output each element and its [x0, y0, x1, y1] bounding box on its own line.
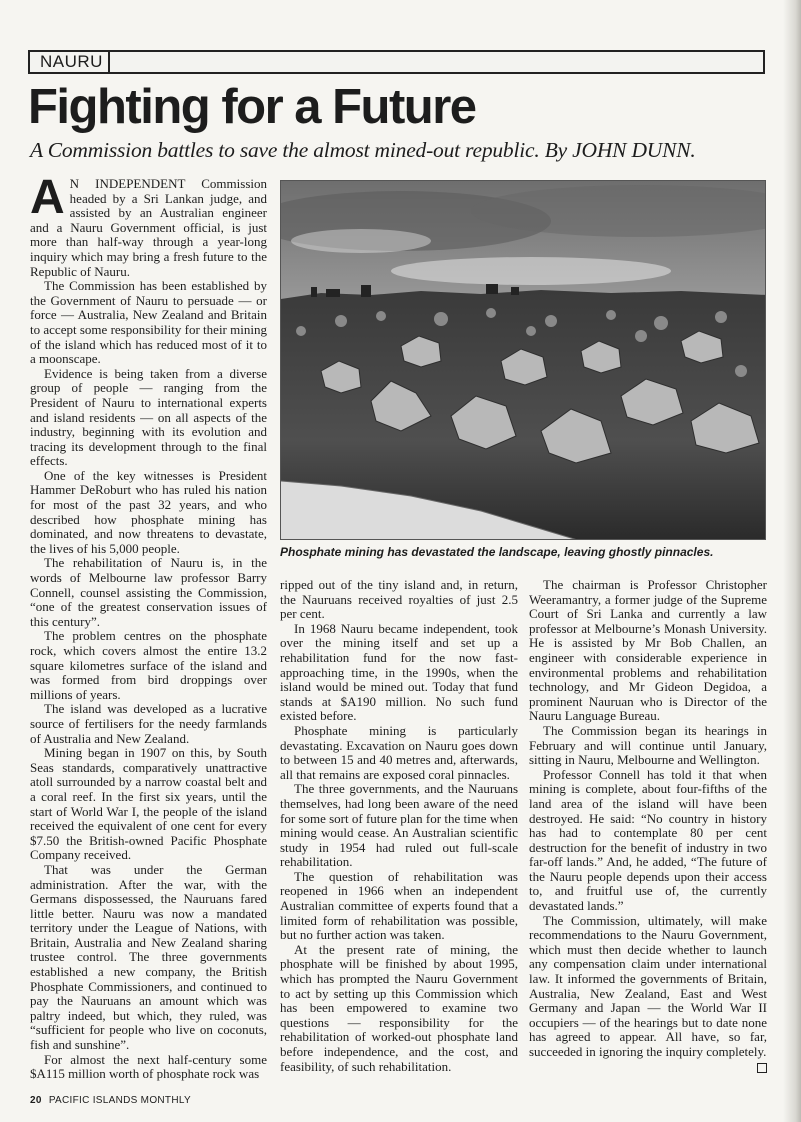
paragraph: For almost the next half-century some $A115 million worth of phosphate rock was [30, 1051, 267, 1082]
paragraph: The Commission has been established by the Government of Nauru to persuade — or force — Australia, New Zealand and Britain to accept some responsibility for their mining of the island which has reduced most of it to a moonscape. [30, 278, 267, 367]
paragraph: The problem centres on the phosphate rock, which covers almost the entire 13.2 square kilometres surface of the island and was formed from bird droppings over millions of years. [30, 628, 267, 702]
page-spine-shadow [783, 0, 801, 1122]
paragraph: Evidence is being taken from a diverse group of people — ranging from the President of Nauru to international experts and island residents — on all aspects of the industry, beginning with its evolution and tracing its development through to the final effects. [30, 365, 267, 469]
photo-caption: Phosphate mining has devastated the landscape, leaving ghostly pinnacles. [280, 545, 714, 559]
drop-cap: A [30, 171, 65, 224]
paragraph: Phosphate mining is particularly devastating. Excavation on Nauru goes down to between 15 and 40 metres and, afterwards, all that remains are exposed coral pinnacles. [280, 722, 518, 782]
paragraph: The Commission began its hearings in February and will continue until January, sitting in Nauru, Melbourne and Wellington. [529, 722, 767, 768]
paragraph: Mining began in 1907 on this, by South Seas standards, comparatively unattractive atoll surrounded by a narrow coastal belt and a coral reef. In the first six years, until the start of World War I, the people of the island received the equivalent of one cent for every $7.50 the British-owned Pacific Phosphate Company received. [30, 745, 267, 863]
paragraph: The three governments, and the Nauruans themselves, had long been aware of the need for some sort of future plan for the time when mining would cease. An Australian scientific study in 1954 had ruled out full-scale rehabilitation. [280, 781, 518, 870]
paragraph [529, 914, 767, 1060]
headline: Fighting for a Future [28, 80, 476, 134]
article-column-3 [529, 578, 767, 1073]
paragraph: Professor Connell has told it that when mining is complete, about four-fifths of the land area of the island will have been destroyed. He said: “No country in history has had to contemplate 80 per cent destruction for the benefit of industry in two far-off lands.” And, he added, “The future of the Nauru people depends upon their access to, and fruitful use of, the currently devastated lands.” [529, 766, 767, 914]
page-folio [30, 1095, 191, 1106]
paragraph: The chairman is Professor Christopher Weeramantry, a former judge of the Supreme Court of Sri Lanka and currently a law professor at Melbourne’s Monash University. He is assisted by Mr Bob Challen, an engineer with considerable experience in environmental problems and rehabilitation technology, and Mr Gideon Degidoa, a prominent Nauruan who is Director of the Nauru Language Bureau. [529, 577, 767, 724]
paragraph-text: The Commission, ultimately, will make recommendations to the Nauru Government, which must then decide whether to launch any compensation claim under international law. It informed the governments of Britain, Australia, New Zealand, East and West Germany and Japan — the World War II occupiers — of the hearings but to date none has agreed to appear. All have, so far, succeeded in ignoring the inquiry completely. [529, 912, 767, 1059]
paragraph-text: N INDEPENDENT Commission headed by a Sri Lankan judge, and assisted by an Australian engineer and a Nauru Government official, is just more than half-way through a year-long inquiry which may bring a fresh future to the Republic of Nauru. [30, 176, 267, 279]
paragraph: In 1968 Nauru became independent, took over the mining itself and set up a rehabilitation fund for the now fast-approaching time, in the 1990s, when the island would be mined out. Today that fund stands at $A190 million. No such fund existed before. [280, 620, 518, 724]
landscape-photo [280, 180, 766, 540]
article-column-1 [30, 171, 267, 1082]
section-label: NAURU [30, 52, 110, 72]
article-column-2 [280, 578, 518, 1074]
publication-name: PACIFIC ISLANDS MONTHLY [48, 1095, 191, 1106]
paragraph: One of the key witnesses is President Hammer DeRoburt who has ruled his nation for most of the past 32 years, and who described how phosphate mining has dominated, and now threatens to devastate, the lives of his 5,000 people. [30, 467, 267, 556]
page-number: 20 [30, 1095, 42, 1106]
paragraph [30, 171, 267, 279]
pinnacles-photo-illustration [281, 181, 766, 540]
paragraph: ripped out of the tiny island and, in return, the Nauruans received royalties of just 2.5 per cent. [280, 577, 518, 622]
paragraph: At the present rate of mining, the phosphate will be finished by about 1995, which has prompted the Nauru Government to act by setting up this Commission which has been empowered to examine two questions — responsibility for the rehabilitation of worked-out phosphate land before independence, and the cost, and feasibility, of such rehabilitation. [280, 941, 518, 1074]
end-of-article-icon [757, 1063, 767, 1073]
section-bar [28, 50, 765, 74]
paragraph: The question of rehabilitation was reopened in 1966 when an independent Australian committee of experts found that a limited form of rehabilitation was possible, but no further action was taken. [280, 868, 518, 943]
paragraph: The rehabilitation of Nauru is, in the words of Melbourne law professor Barry Connell, counsel assisting the Commission, “one of the greatest conservation issues of this century”. [30, 555, 267, 629]
paragraph: That was under the German administration. After the war, with the Germans dispossessed, the Nauruans fared little better. Nauru was now a mandated territory under the League of Nations, with Britain, Australia and New Zealand sharing trustee control. The three governments established a new company, the British Phosphate Commissioners, and continued to pay the Nauruans an amount which was paltry indeed, but which, they ruled, was “sufficient for people who live on coconuts, fish and sunshine”. [30, 861, 267, 1053]
paragraph: The island was developed as a lucrative source of fertilisers for the needy farmlands of Australia and New Zealand. [30, 701, 267, 746]
deck-byline: A Commission battles to save the almost mined-out republic. By JOHN DUNN. [30, 138, 696, 162]
